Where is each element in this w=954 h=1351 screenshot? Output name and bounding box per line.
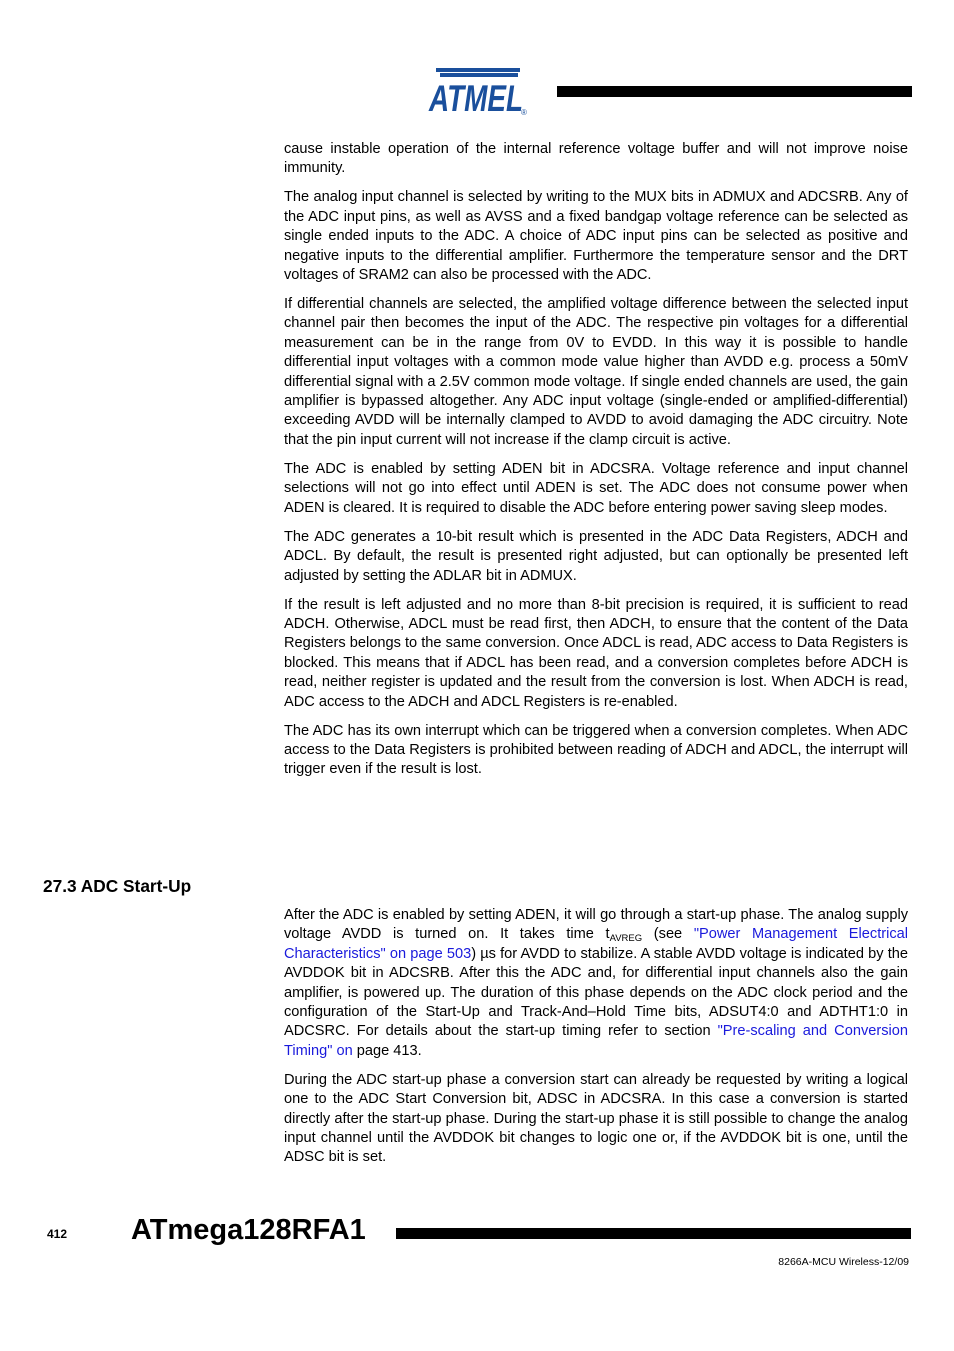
paragraph: The analog input channel is selected by writing to the MUX bits in ADMUX and ADCSRB. Any of the ADC input pins, as well as AVSS and a fixed bandgap voltage reference can be selected as single ended inputs to the ADC. A choice of ADC input pins can be selected as positive and negative inputs to the differential amplifier. Furthermore the temperature sensor and the DRT voltages of SRAM2 can also be processed with the ADC.: [284, 189, 908, 284]
paragraph: The ADC generates a 10-bit result which is presented in the ADC Data Registers, ADCH and ADCL. By default, the result is presented right adjusted, but can optionally be presented left adjusted by setting the ADLAR bit in ADMUX.: [284, 528, 908, 584]
paragraph: cause instable operation of the internal reference voltage buffer and will not improve noise immunity.: [284, 141, 908, 177]
power-management-link[interactable]: "Power Management Electrical Characteristics" on page 503: [284, 926, 909, 962]
intro-body: [284, 140, 908, 789]
text-run: After the ADC is enabled by setting ADEN, it will go through a start-up phase. The analog supply voltage AVDD is turned on. It takes time t: [284, 907, 908, 943]
footer-rule: [396, 1228, 911, 1239]
paragraph: If the result is left adjusted and no more than 8-bit precision is required, it is sufficient to read ADCH. Otherwise, ADCL must be read first, then ADCH, to ensure that the content of the Data Registers belongs to the same conversion. Once ADCL is read, ADC access to Data Registers is blocked. This means that if ADCL has been read, and a conversion completes before ADCH is read, neither register is updated and the result from the conversion is lost. When ADCH is read, ADC access to the ADCH and ADCL Registers is re-enabled.: [284, 596, 908, 710]
text-run: page 413.: [352, 1042, 422, 1059]
startup-body: [284, 906, 908, 1177]
paragraph: If differential channels are selected, the amplified voltage difference between the selected input channel pair then becomes the input of the ADC. The respective pin voltages for a differential measurement can be in the range from 0V to EVDD. In this way it is possible to handle differential input voltages with a common mode value higher than AVDD e.g. process a 50mV differential signal with a 2.5V common mode voltage. If single ended channels are used, the gain amplifier is bypassed altogether. Any ADC input voltage (single-ended or amplified-differential) exceeding AVDD will be internally clamped to AVDD to avoid damaging the ADC circuitry. Note that the pin input current will not increase if the clamp circuit is active.: [284, 296, 908, 448]
section-heading: 27.3 ADC Start-Up: [43, 876, 192, 896]
document-code: 8266A-MCU Wireless-12/09: [778, 1256, 909, 1268]
atmel-logo: [426, 68, 530, 116]
paragraph: The ADC is enabled by setting ADEN bit in ADCSRA. Voltage reference and input channel selections will not go into effect until ADEN is set. The ADC does not consume power when ADEN is cleared. It is required to disable the ADC before entering power saving sleep modes.: [284, 460, 908, 516]
text-run: (see: [642, 926, 694, 943]
paragraph: During the ADC start-up phase a conversion start can already be requested by writing a logical one to the ADC Start Conversion bit, ADSC in ADCSRA. In this case a conversion is started directly after the start-up phase. During the start-up phase it is still possible to change the analog input channel until the AVDDOK bit changes to logic one or, if the AVDDOK bit is one, until the ADSC bit is set.: [284, 1071, 908, 1166]
prescaling-timing-link[interactable]: "Pre-scaling and Conversion Timing" on: [284, 1023, 908, 1059]
paragraph: The ADC has its own interrupt which can be triggered when a conversion completes. When ADC access to the Data Registers is prohibited between reading of ADCH and ADCL, the interrupt will trigger even if the result is lost.: [284, 722, 908, 778]
document-title: ATmega128RFA1: [131, 1214, 366, 1246]
subscript: AVREG: [609, 933, 643, 945]
logo-wordmark: ATMEL: [428, 78, 523, 116]
header-rule: [557, 86, 912, 97]
text-run: ) µs for AVDD to stabilize. A stable AVDD voltage is indicated by the AVDDOK bit in ADCSRB. After this the ADC and, for differential input channels also the gain amplifier, is powered up. The duration of this phase depends on the ADC clock period and the configuration of the Start-Up and Track-And–Hold Time bits, ADSUT4:0 and ADTHT1:0 in ADCSRC. For details about the start-up timing refer to section: [284, 945, 908, 1040]
page-number: 412: [47, 1227, 68, 1241]
registered-mark: ®: [521, 108, 527, 116]
paragraph: [284, 906, 908, 1061]
